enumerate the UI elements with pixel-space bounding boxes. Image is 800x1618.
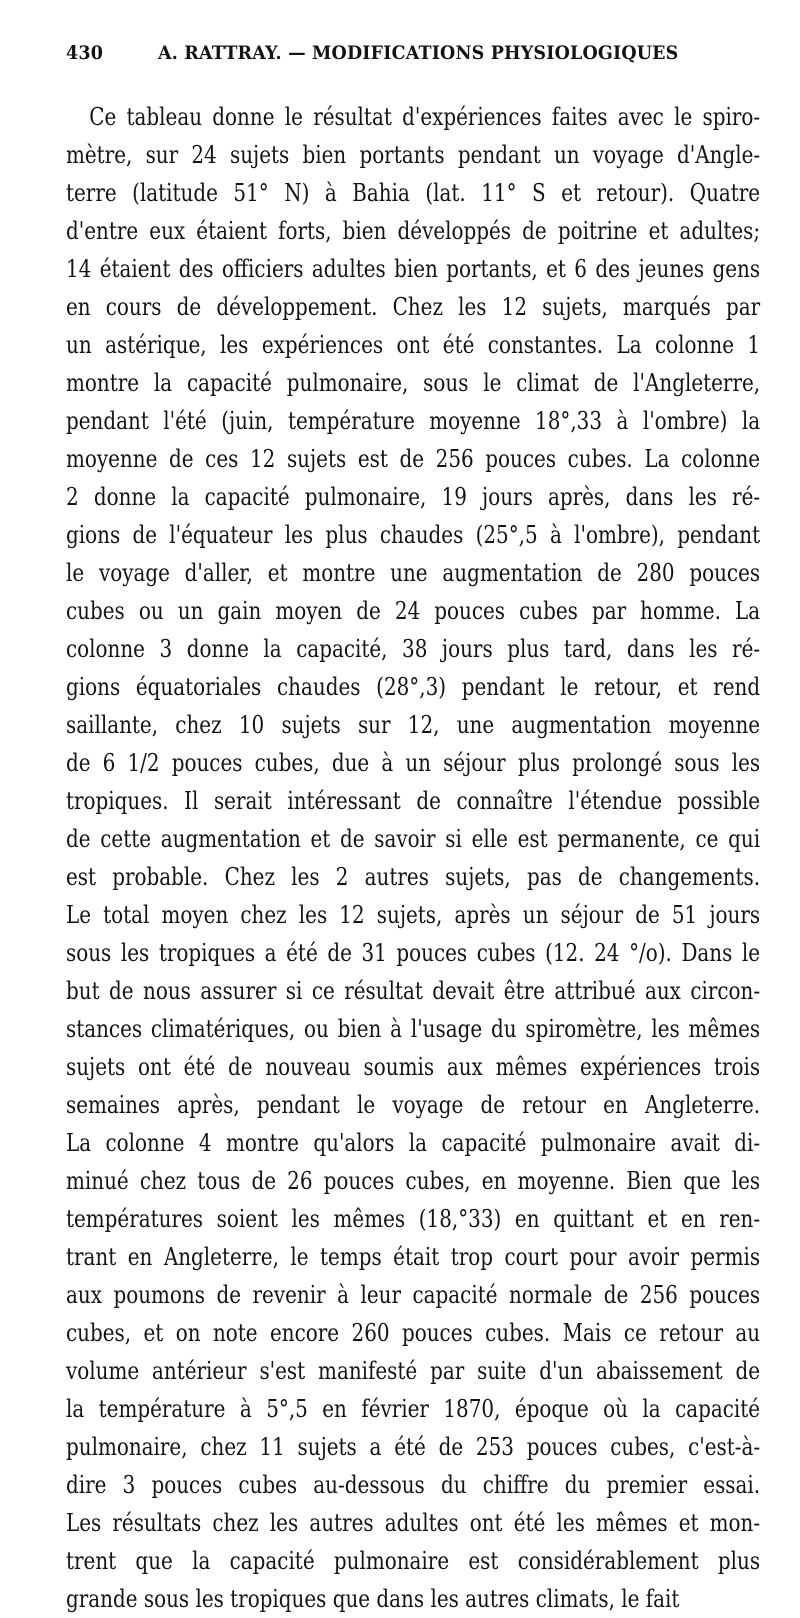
text-line: 14 étaient des officiers adultes bien portants, et 6 des jeunes gens (66, 255, 761, 283)
text-line: la température à 5°,5 en février 1870, époque où la capacité (66, 1395, 761, 1423)
text-line: montre la capacité pulmonaire, sous le climat de l'Angleterre, (66, 369, 761, 397)
text-line: un astérique, les expériences ont été constantes. La colonne 1 (66, 331, 761, 359)
text-line: terre (latitude 51° N) à Bahia (lat. 11° S et retour). Quatre (66, 179, 761, 207)
text-line: mètre, sur 24 sujets bien portants pendant un voyage d'Angle- (66, 141, 761, 169)
page-number: 430 (66, 42, 104, 64)
text-line: trent que la capacité pulmonaire est considérablement plus (66, 1547, 761, 1575)
text-line: La colonne 4 montre qu'alors la capacité pulmonaire avait di- (66, 1129, 761, 1157)
text-line: températures soient les mêmes (18,°33) en quittant et en ren- (66, 1205, 761, 1233)
text-line: tropiques. Il serait intéressant de connaître l'étendue possible (66, 787, 761, 815)
text-line: Les résultats chez les autres adultes ont été les mêmes et mon- (66, 1509, 761, 1537)
running-title: A. RATTRAY. — MODIFICATIONS PHYSIOLOGIQUES (158, 42, 679, 64)
text-line: trant en Angleterre, le temps était trop court pour avoir permis (66, 1243, 761, 1271)
text-line: minué chez tous de 26 pouces cubes, en moyenne. Bien que les (66, 1167, 761, 1195)
text-line: 2 donne la capacité pulmonaire, 19 jours après, dans les ré- (66, 483, 761, 511)
text-line: semaines après, pendant le voyage de retour en Angleterre. (66, 1091, 761, 1119)
text-line: cubes ou un gain moyen de 24 pouces cubes par homme. La (66, 597, 761, 625)
text-line: stances climatériques, ou bien à l'usage du spiromètre, les mêmes (66, 1015, 761, 1043)
body-paragraph (66, 98, 760, 1618)
text-line: est probable. Chez les 2 autres sujets, pas de changements. (66, 863, 761, 891)
text-line: de 6 1/2 pouces cubes, due à un séjour plus prolongé sous les (66, 749, 761, 777)
text-line: de cette augmentation et de savoir si elle est permanente, ce qui (66, 825, 761, 853)
text-line: pulmonaire, chez 11 sujets a été de 253 pouces cubes, c'est-à- (66, 1433, 761, 1461)
text-line: aux poumons de revenir à leur capacité normale de 256 pouces (66, 1281, 761, 1309)
text-line: sujets ont été de nouveau soumis aux mêmes expériences trois (66, 1053, 761, 1081)
text-line: en cours de développement. Chez les 12 sujets, marqués par (66, 293, 761, 321)
text-line: cubes, et on note encore 260 pouces cubes. Mais ce retour au (66, 1319, 761, 1347)
text-line: colonne 3 donne la capacité, 38 jours plus tard, dans les ré- (66, 635, 761, 663)
text-line: Ce tableau donne le résultat d'expériences faites avec le spiro- (89, 103, 761, 131)
text-line: grande sous les tropiques que dans les autres climats, le fait (66, 1585, 680, 1613)
running-head (66, 42, 756, 82)
text-line: le voyage d'aller, et montre une augmentation de 280 pouces (66, 559, 761, 587)
text-line: volume antérieur s'est manifesté par suite d'un abaissement de (66, 1357, 761, 1385)
text-line: dire 3 pouces cubes au-dessous du chiffre du premier essai. (66, 1471, 761, 1499)
text-line: Le total moyen chez les 12 sujets, après un séjour de 51 jours (66, 901, 761, 929)
text-line: sous les tropiques a été de 31 pouces cubes (12. 24 °/o). Dans le (66, 939, 761, 967)
text-line: d'entre eux étaient forts, bien développés de poitrine et adultes; (66, 217, 761, 245)
text-line: gions équatoriales chaudes (28°,3) pendant le retour, et rend (66, 673, 761, 701)
text-line: gions de l'équateur les plus chaudes (25°,5 à l'ombre), pendant (66, 521, 761, 549)
text-line: pendant l'été (juin, température moyenne 18°,33 à l'ombre) la (66, 407, 761, 435)
text-line: saillante, chez 10 sujets sur 12, une augmentation moyenne (66, 711, 761, 739)
text-line: but de nous assurer si ce résultat devait être attribué aux circon- (66, 977, 761, 1005)
text-line: moyenne de ces 12 sujets est de 256 pouces cubes. La colonne (66, 445, 761, 473)
